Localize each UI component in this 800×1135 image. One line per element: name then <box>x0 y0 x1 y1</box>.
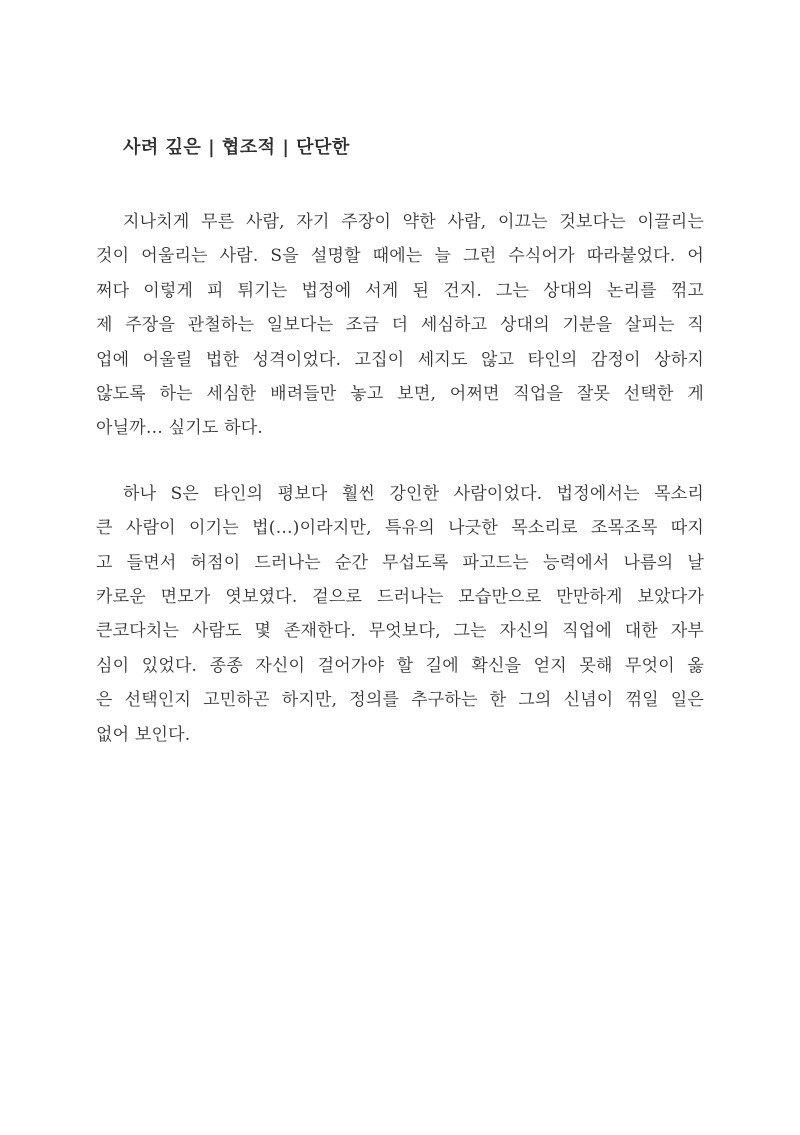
text-line: 하나 S은 타인의 평보다 훨씬 강인한 사람이었다. 법정에서는 목소리 <box>123 483 704 504</box>
text-line: 은 선택인지 고민하곤 하지만, 정의를 추구하는 한 그의 신념이 꺾일 일은 <box>96 690 704 711</box>
text-line: 고 들면서 허점이 드러나는 순간 무섭도록 파고드는 능력에서 나름의 날 <box>96 552 704 573</box>
paragraph-1 <box>96 205 704 446</box>
text-line: 큰코다치는 사람도 몇 존재한다. 무엇보다, 그는 자신의 직업에 대한 자부 <box>96 621 704 642</box>
text-line: 지나치게 무른 사람, 자기 주장이 약한 사람, 이끄는 것보다는 이끌리는 <box>123 212 704 232</box>
text-line: 없어 보인다. <box>96 724 191 745</box>
text-line: 심이 있었다. 종종 자신이 걸어가야 할 길에 확신을 얻지 못해 무엇이 옳 <box>96 655 704 676</box>
text-line: 아닐까… 싶기도 하다. <box>96 418 263 439</box>
text-line: 제 주장을 관철하는 일보다는 조금 더 세심하고 상대의 기분을 살피는 직 <box>96 315 704 336</box>
text-line: 쩌다 이렇게 피 튀기는 법정에 서게 된 건지. 그는 상대의 논리를 꺾고 <box>96 280 704 301</box>
text-line: 큰 사람이 이기는 법(…)이라지만, 특유의 나긋한 목소리로 조목조목 따지 <box>96 518 704 539</box>
text-line: 카로운 면모가 엿보였다. 겉으로 드러나는 모습만으로 만만하게 보았다가 <box>96 587 704 608</box>
text-line: 않도록 하는 세심한 배려들만 놓고 보면, 어쩌면 직업을 잘못 선택한 게 <box>96 384 704 405</box>
character-traits-heading: 사려 깊은 | 협조적 | 단단한 <box>123 137 350 158</box>
paragraph-2 <box>96 477 704 752</box>
text-line: 것이 어울리는 사람. S을 설명할 때에는 늘 그런 수식어가 따라붙었다. 어 <box>96 246 704 267</box>
text-line: 업에 어울릴 법한 성격이었다. 고집이 세지도 않고 타인의 감정이 상하지 <box>96 349 704 370</box>
document-content <box>96 130 704 783</box>
